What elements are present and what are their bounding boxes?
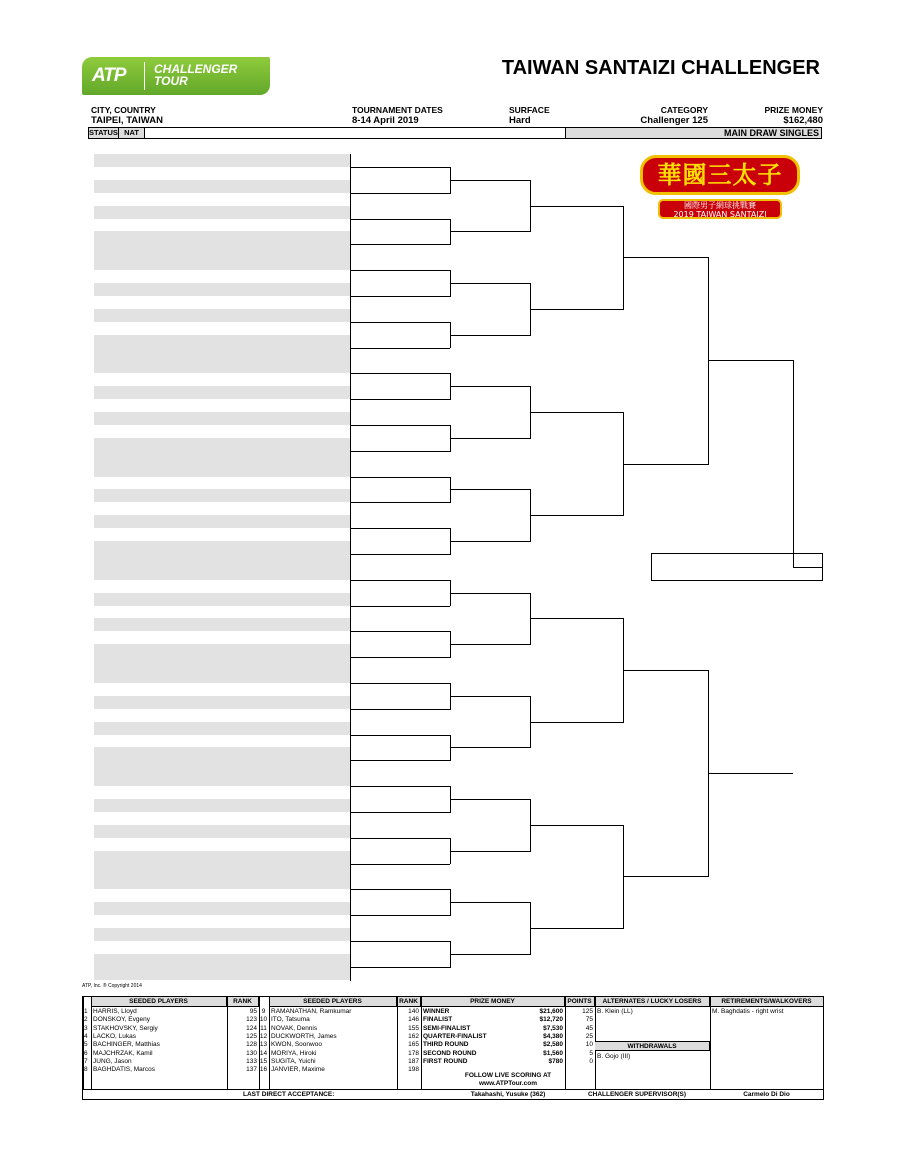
row-shade	[94, 464, 350, 477]
seed-number: 6	[84, 1049, 88, 1057]
surface-value: Hard	[509, 115, 531, 126]
row-shade	[94, 773, 350, 786]
row-shade	[94, 515, 350, 528]
points-header: POINTS	[565, 997, 595, 1007]
qf-line	[530, 412, 623, 413]
tick	[350, 722, 351, 723]
f-line	[708, 360, 793, 361]
seed-rank: 125	[246, 1032, 257, 1040]
row-shade	[94, 348, 350, 361]
sf-line	[623, 257, 708, 258]
row-shade	[94, 451, 350, 464]
r2-line	[350, 167, 450, 168]
seed-number: 9	[261, 1008, 266, 1015]
dates-label: TOURNAMENT DATES	[352, 105, 443, 115]
status-header: STATUS	[89, 128, 118, 137]
row-shade	[94, 541, 350, 554]
rank-header-left: RANK	[227, 997, 259, 1007]
row-shade	[94, 618, 350, 631]
row-shade	[94, 928, 350, 941]
tick	[350, 541, 351, 542]
r3-line	[450, 231, 530, 232]
footer-divider	[83, 1089, 823, 1090]
seed-number: 5	[84, 1041, 88, 1049]
row-shade	[94, 335, 350, 348]
row-shade	[94, 554, 350, 567]
row-shade	[94, 876, 350, 889]
surface-label: SURFACE	[509, 105, 550, 115]
qf-line	[530, 722, 623, 723]
row-shade	[94, 967, 350, 980]
tick	[350, 180, 351, 181]
seed-number: 7	[84, 1057, 88, 1065]
r3-line	[450, 283, 530, 284]
tick	[350, 283, 351, 284]
seed-name: RAMANATHAN, Ramkumar	[271, 1008, 352, 1015]
seed-rank: 165	[408, 1041, 419, 1049]
tick	[350, 257, 351, 258]
row-shade	[94, 902, 350, 915]
prize-points: 0	[589, 1057, 593, 1065]
r3-line	[450, 438, 530, 439]
seed-rank: 155	[408, 1024, 419, 1032]
r2-line	[350, 244, 450, 245]
seed-rank: 123	[246, 1016, 257, 1024]
tick	[350, 386, 351, 387]
prize-round: FIRST ROUND	[423, 1057, 468, 1065]
prize-money: $4,380	[543, 1032, 563, 1040]
prize-round: THIRD ROUND	[423, 1041, 469, 1049]
santaizi-badge-logo	[640, 155, 800, 228]
tick	[350, 670, 351, 671]
seed-number: 14	[259, 1049, 268, 1057]
seed-rank: 178	[408, 1049, 419, 1057]
prize-money: $21,600	[539, 1008, 563, 1015]
r2-line	[350, 760, 450, 761]
r3-line	[450, 902, 530, 903]
seed-number: 8	[84, 1066, 88, 1074]
rank-header-right: RANK	[397, 997, 421, 1007]
row-shade	[94, 696, 350, 709]
seed-name: LACKO, Lukas	[93, 1032, 136, 1040]
withdrawals-header: WITHDRAWALS	[595, 1041, 710, 1051]
seed-number: 10	[259, 1016, 268, 1024]
withdrawal-entry: B. Gojo (III)	[597, 1053, 631, 1060]
prize-round: SEMI-FINALIST	[423, 1024, 471, 1032]
tick	[350, 464, 351, 465]
seed-number: 16	[259, 1066, 268, 1074]
prize-value: $162,480	[783, 115, 823, 126]
seed-rank: 95	[249, 1008, 257, 1015]
tick	[350, 412, 351, 413]
row-shade	[94, 309, 350, 322]
r3-line	[450, 644, 530, 645]
r2-line	[350, 399, 450, 400]
r2-line	[350, 193, 450, 194]
seed-rank: 198	[408, 1066, 419, 1074]
tick	[350, 309, 351, 310]
seed-name: MORIYA, Hiroki	[271, 1049, 317, 1057]
r2-line	[350, 502, 450, 503]
seed-number: 12	[259, 1032, 268, 1040]
tick	[350, 747, 351, 748]
footer-divider	[710, 997, 711, 1089]
seed-number: 3	[84, 1024, 88, 1032]
prize-header: PRIZE MONEY	[421, 997, 565, 1007]
prize-round: QUARTER-FINALIST	[423, 1032, 487, 1040]
seed-name: DONSKOY, Evgeny	[93, 1016, 150, 1024]
r2-line	[350, 889, 450, 890]
champion-box	[651, 553, 823, 581]
alternate-entry: B. Klein (LL)	[597, 1008, 633, 1015]
row-shade	[94, 489, 350, 502]
qf-line	[530, 618, 623, 619]
tick	[350, 335, 351, 336]
tick	[350, 618, 351, 619]
row-shade	[94, 360, 350, 373]
row-shade	[94, 438, 350, 451]
row-shade	[94, 760, 350, 773]
row-shade	[94, 644, 350, 657]
seed-name: KWON, Soonwoo	[271, 1041, 322, 1049]
sf-line	[623, 670, 708, 671]
live-scoring-url: www.ATPTour.com	[478, 1080, 538, 1087]
seed-rank: 140	[408, 1008, 419, 1015]
r2-line	[350, 941, 450, 942]
r2-line	[350, 812, 450, 813]
supervisor-label: CHALLENGER SUPERVISOR(S)	[587, 1091, 687, 1098]
final-bracket	[793, 360, 794, 567]
prize-points: 125	[582, 1008, 593, 1015]
row-shade	[94, 206, 350, 219]
r3-line	[450, 954, 530, 955]
copyright: ATP, Inc. ® Copyright 2014	[82, 983, 142, 989]
seeded-header-right: SEEDED PLAYERS	[269, 997, 397, 1007]
retirements-header: RETIREMENTS/WALKOVERS	[710, 997, 823, 1007]
row-shade	[94, 954, 350, 967]
r3-line	[450, 489, 530, 490]
qf-line	[530, 515, 623, 516]
prize-label: PRIZE MONEY	[764, 105, 823, 115]
r2-line	[350, 554, 450, 555]
category-label: CATEGORY	[660, 105, 708, 115]
prize-points: 10	[585, 1041, 593, 1049]
seed-name: JUNG, Jason	[93, 1057, 132, 1065]
qf-line	[530, 206, 623, 207]
r2-line	[350, 606, 450, 607]
seed-rank: 137	[246, 1066, 257, 1074]
row-shade	[94, 231, 350, 244]
seed-number: 2	[84, 1016, 88, 1024]
r2-line	[350, 631, 450, 632]
row-shade	[94, 567, 350, 580]
tick	[350, 876, 351, 877]
city-value: TAIPEI, TAIWAN	[91, 115, 163, 126]
row-shade	[94, 244, 350, 257]
tick	[350, 773, 351, 774]
sf-line	[623, 876, 708, 877]
row-shade	[94, 154, 350, 167]
r3-line	[450, 180, 530, 181]
seed-rank: 162	[408, 1032, 419, 1040]
r3-line	[450, 386, 530, 387]
prize-round: FINALIST	[423, 1016, 453, 1024]
r3-line	[450, 747, 530, 748]
tick	[350, 928, 351, 929]
r2-line	[350, 838, 450, 839]
prize-points: 75	[585, 1016, 593, 1024]
city-label: CITY, COUNTRY	[91, 105, 156, 115]
r2-line	[350, 528, 450, 529]
r3-line	[450, 541, 530, 542]
seed-name: DUCKWORTH, James	[271, 1032, 337, 1040]
r2-line	[350, 735, 450, 736]
main-draw-singles-label: MAIN DRAW SINGLES	[565, 128, 821, 138]
r2-line	[350, 864, 450, 865]
r2-line	[350, 915, 450, 916]
row-shade	[94, 593, 350, 606]
r2-line	[350, 270, 450, 271]
tick	[350, 954, 351, 955]
supervisor-value: Carmelo Di Dio	[743, 1091, 790, 1098]
tournament-title: TAIWAN SANTAIZI CHALLENGER	[501, 57, 820, 79]
seed-name: BACHINGER, Matthias	[93, 1041, 160, 1049]
row-shade	[94, 799, 350, 812]
tick	[350, 515, 351, 516]
row-shade	[94, 722, 350, 735]
alternates-header: ALTERNATES / LUCKY LOSERS	[595, 997, 710, 1007]
tick	[350, 438, 351, 439]
seed-rank: 124	[246, 1024, 257, 1032]
seed-rank: 130	[246, 1049, 257, 1057]
r2-line	[350, 683, 450, 684]
seed-name: BAGHDATIS, Marcos	[93, 1066, 156, 1074]
dates-value: 8-14 April 2019	[352, 115, 419, 126]
seed-name: HARRIS, Lloyd	[93, 1008, 137, 1015]
seed-rank: 187	[408, 1057, 419, 1065]
logo-atp: ATP	[92, 65, 126, 86]
row-shade	[94, 386, 350, 399]
r2-line	[350, 580, 450, 581]
footer-divider	[269, 997, 270, 1089]
r2-line	[350, 657, 450, 658]
prize-money: $7,530	[543, 1024, 563, 1032]
f-line	[708, 773, 793, 774]
footer-table	[82, 996, 824, 1100]
row-shade	[94, 851, 350, 864]
footer-divider	[91, 997, 92, 1089]
seed-name: STAKHOVSKY, Sergiy	[93, 1024, 158, 1032]
live-scoring-label: FOLLOW LIVE SCORING AT	[464, 1072, 552, 1079]
tick	[350, 825, 351, 826]
prize-points: 45	[585, 1024, 593, 1032]
r2-line	[350, 425, 450, 426]
seed-name: MAJCHRZAK, Kamil	[93, 1049, 153, 1057]
seed-name: SUGITA, Yuichi	[271, 1057, 316, 1065]
tick	[350, 799, 351, 800]
tick	[350, 206, 351, 207]
seeded-header-left: SEEDED PLAYERS	[91, 997, 227, 1007]
qf-line	[530, 309, 623, 310]
seed-name: JANVIER, Maxime	[271, 1066, 325, 1074]
seed-number: 4	[84, 1032, 88, 1040]
tick	[350, 644, 351, 645]
seed-name: ITO, Tatsuma	[271, 1016, 310, 1024]
seed-number: 1	[84, 1008, 88, 1015]
r2-line	[350, 373, 450, 374]
seed-name: NOVAK, Dennis	[271, 1024, 318, 1032]
row-shade	[94, 825, 350, 838]
row-shade	[94, 283, 350, 296]
qf-line	[530, 825, 623, 826]
seed-number: 11	[260, 1024, 267, 1032]
seed-rank: 146	[408, 1016, 419, 1024]
r3-line	[450, 335, 530, 336]
prize-round: WINNER	[423, 1008, 450, 1015]
seed-number: 15	[259, 1057, 268, 1065]
seed-number: 13	[259, 1041, 268, 1049]
seed-rank: 128	[246, 1041, 257, 1049]
r2-line	[350, 967, 450, 968]
row-shade	[94, 670, 350, 683]
prize-money: $1,560	[543, 1049, 563, 1057]
seed-rank: 133	[246, 1057, 257, 1065]
prize-points: 25	[585, 1032, 593, 1040]
tick	[350, 851, 351, 852]
r3-line	[450, 696, 530, 697]
tick	[350, 567, 351, 568]
tick	[350, 696, 351, 697]
r3-line	[450, 593, 530, 594]
tick	[350, 231, 351, 232]
badge-main-text: 華國三太子	[640, 155, 800, 195]
badge-sub-text: 國際男子網球挑戰賽 2019 TAIWAN SANTAIZI CHALLENGER	[658, 199, 782, 219]
row-shade	[94, 257, 350, 270]
tick	[350, 980, 351, 981]
r3-line	[450, 799, 530, 800]
r2-line	[350, 219, 450, 220]
r2-line	[350, 296, 450, 297]
r2-line	[350, 451, 450, 452]
r2-line	[350, 477, 450, 478]
last-direct-acceptance-label: LAST DIRECT ACCEPTANCE:	[243, 1091, 335, 1098]
tick	[350, 902, 351, 903]
prize-round: SECOND ROUND	[423, 1049, 477, 1057]
prize-points: 5	[589, 1049, 593, 1057]
last-direct-acceptance-value: Takahashi, Yusuke (362)	[470, 1091, 546, 1098]
row-shade	[94, 180, 350, 193]
r2-line	[350, 709, 450, 710]
row-shade	[94, 747, 350, 760]
prize-money: $2,580	[543, 1041, 563, 1049]
row-shade	[94, 864, 350, 877]
prize-money: $780	[548, 1057, 563, 1065]
tick	[350, 489, 351, 490]
sf-line	[623, 464, 708, 465]
logo-text: CHALLENGER TOUR	[154, 62, 238, 88]
row-shade	[94, 412, 350, 425]
r2-line	[350, 348, 450, 349]
r2-line	[350, 786, 450, 787]
tick	[350, 360, 351, 361]
row-shade	[94, 657, 350, 670]
r3-line	[450, 851, 530, 852]
tick	[350, 593, 351, 594]
qf-line	[530, 928, 623, 929]
category-value: Challenger 125	[640, 115, 708, 126]
nat-header: NAT	[119, 128, 145, 138]
r2-line	[350, 322, 450, 323]
prize-money: $12,720	[539, 1016, 563, 1024]
retirement-entry: M. Baghdatis - right wrist	[712, 1008, 784, 1015]
